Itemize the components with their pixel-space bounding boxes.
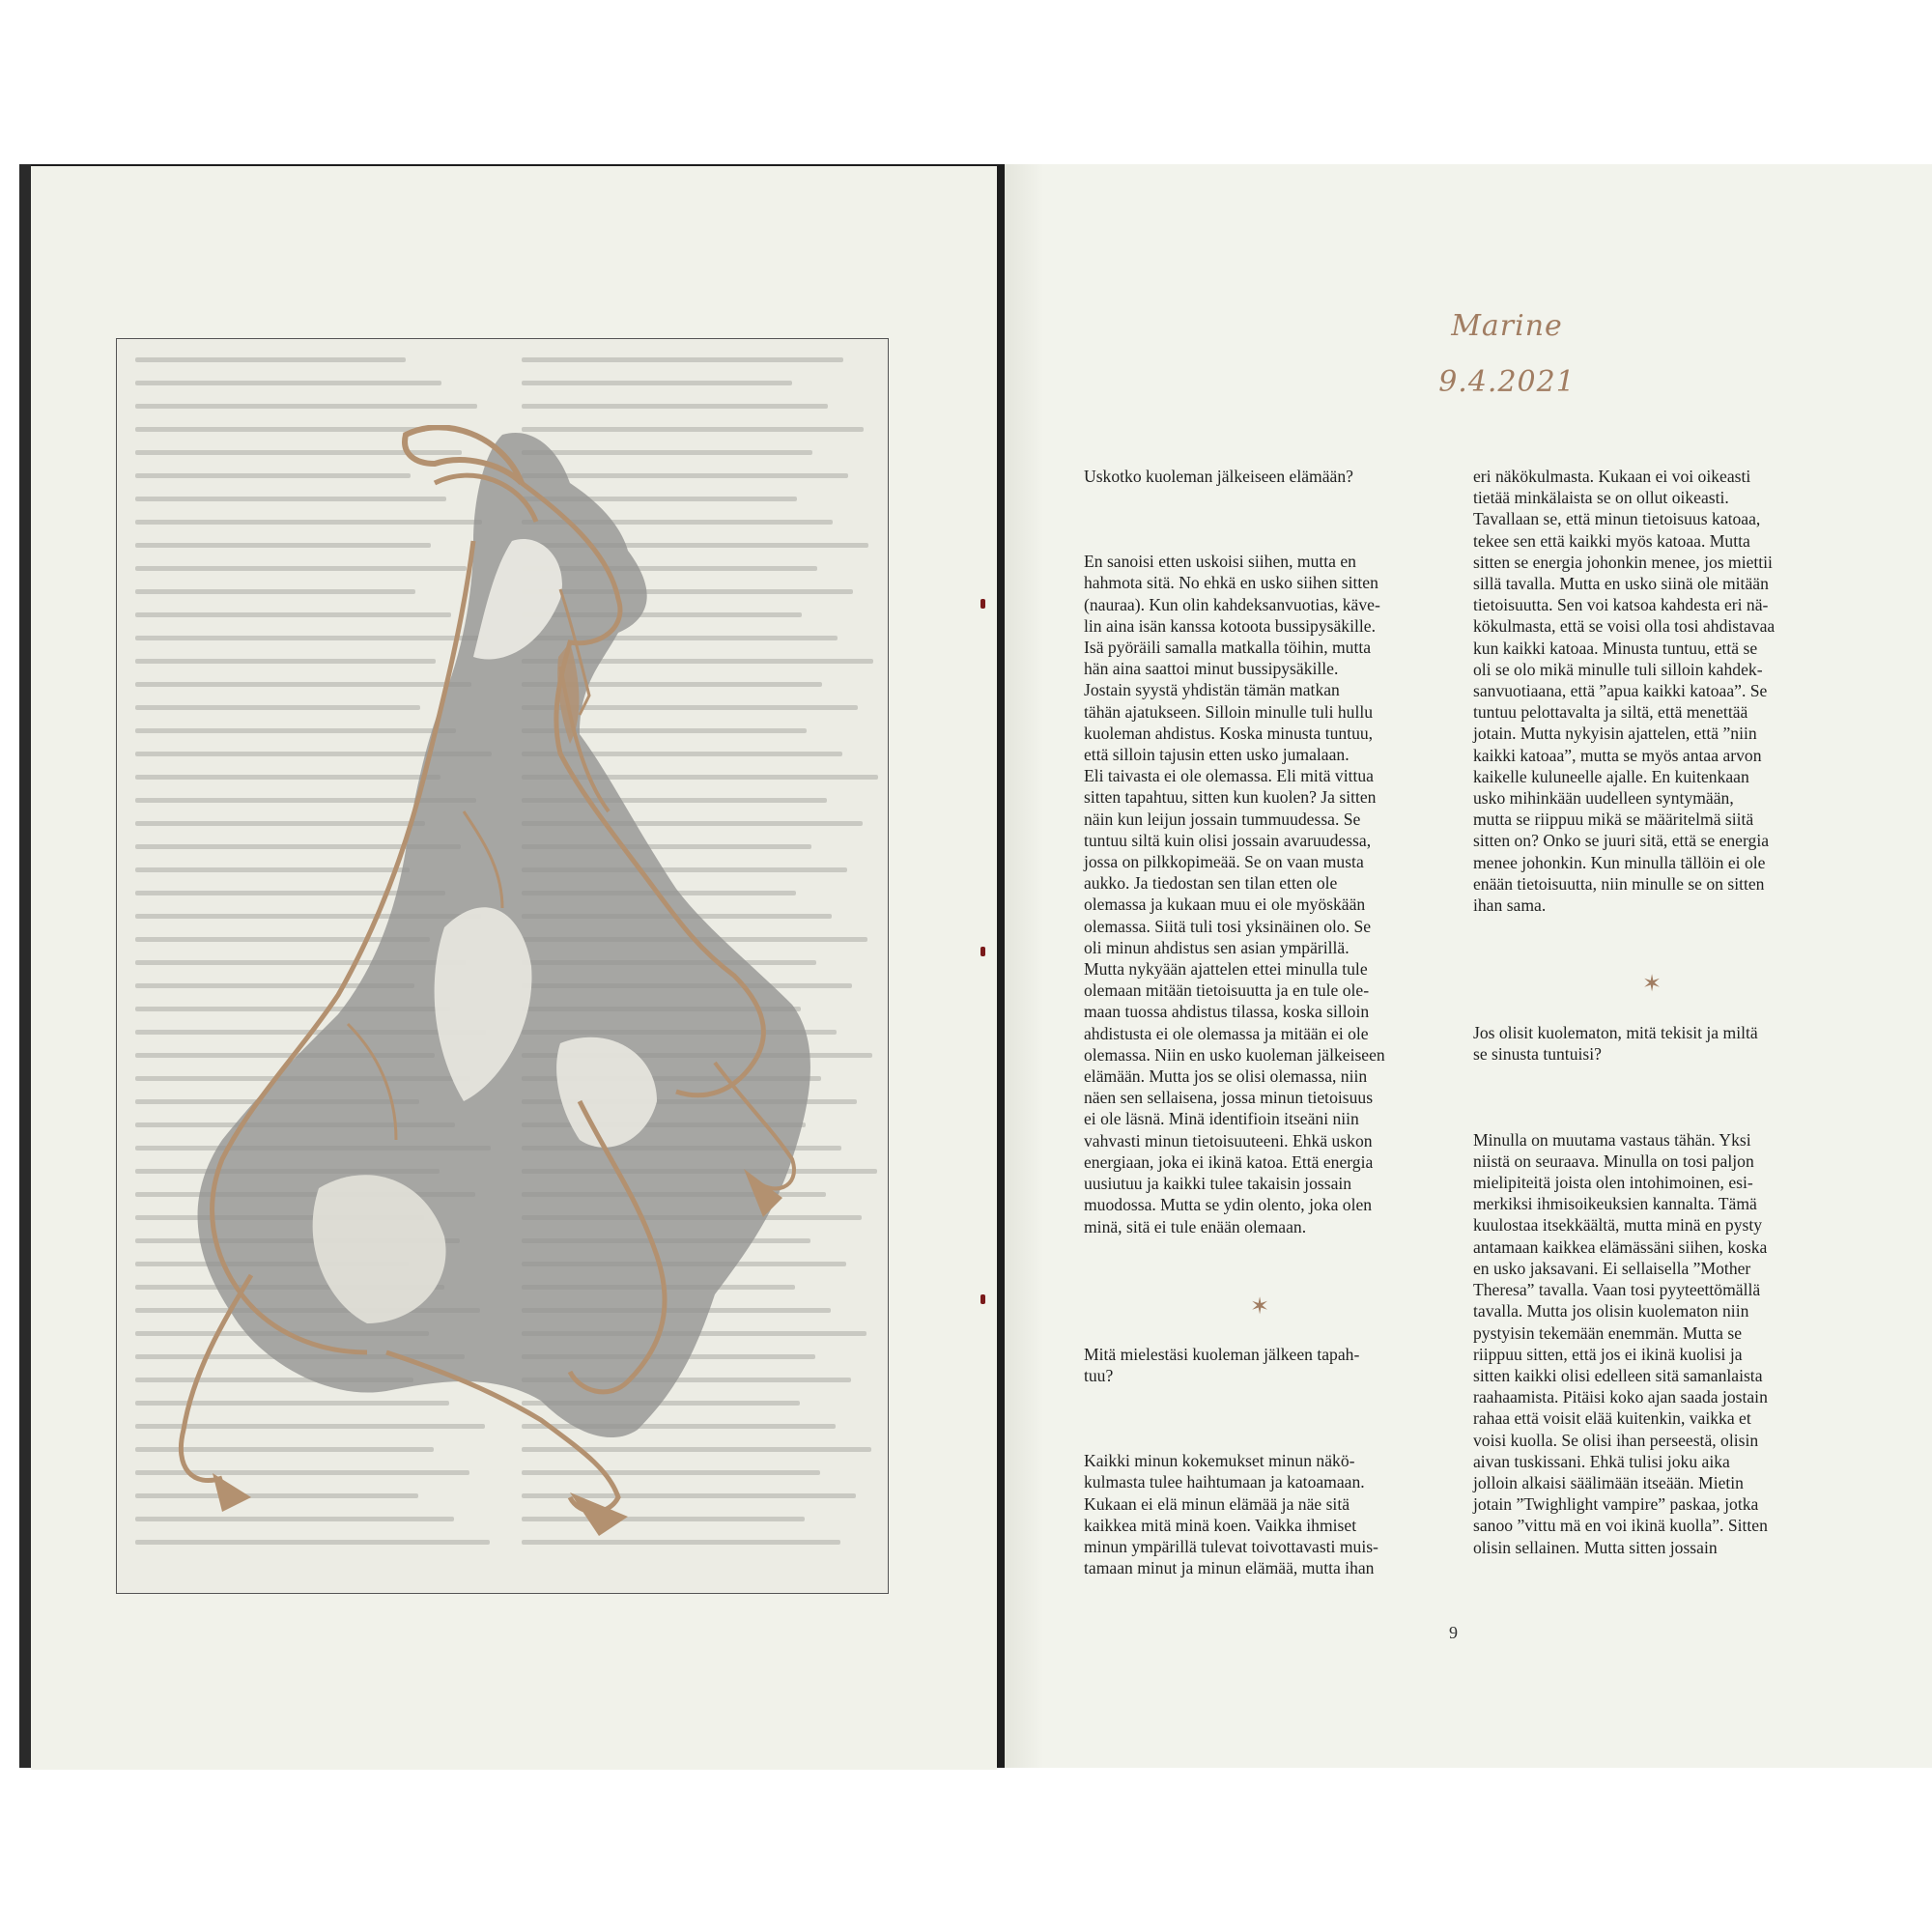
- interview-name: Marine: [1451, 309, 1563, 343]
- question-3: Jos olisit kuolematon, mitä tekisit ja miltä se sinusta tuntuisi?: [1473, 1023, 1758, 1065]
- binding-stitch: [980, 1294, 985, 1304]
- show-through-line: [522, 381, 792, 385]
- show-through-line: [522, 404, 828, 409]
- answer-3: Minulla on muutama vastaus tähän. Yksi niistä on seuraava. Minulla on tosi paljon mielipiteitä joista olen intohimoinen, esi- merkiksi ihmisoikeuksien kannalta. Tämä kuulostaa itsekkäältä, mutta minä en pysty antamaan kaikkea elämässäni siihen, koska en usko jaksavani. Ei sellaisella ”Mother Theresa” tavalla. Vaan tosi pyyteettömällä tavalla. Mutta jos olisin kuolematon niin pystyisin tekemään enemmän. Mutta se riippuu sitten, että jos ei ikinä kuolisi ja sitten kaikki olisi edelleen sitä samanlaista raahaamista. Pitäisi koko ajan saada jostain rahaa että voisit elää kuitenkin, vaikka et voisi kuolla. Se olisi ihan perseestä, olisin aivan tuskissani. Ehkä tulisi joku aika jolloin alkaisi säälimään itseään. Mietin jotain ”Twighlight vampire” paskaa, jotka sanoo ”vittu mä en voi ikinä kuolla”. Sitten olisin sellainen. Mutta sitten jossain: [1473, 1129, 1768, 1557]
- page-number: 9: [1449, 1623, 1458, 1642]
- text-column-1: [1084, 466, 1480, 1601]
- interview-date: 9.4.2021: [1438, 365, 1576, 399]
- book-edge: [19, 164, 31, 1768]
- star-ornament-icon: ✶: [1250, 1293, 1270, 1320]
- answer-2: Kaikki minun kokemukset minun näkö- kulmasta tulee haihtumaan ja katoamaan. Kukaan ei elä minun elämää ja näe sitä kaikkea mitä minä koen. Vaikka ihmiset minun ympärillä tulevat toivottavasti muis- tamaan minut ja minun elämää, mutta ihan: [1084, 1451, 1378, 1578]
- goat-illustration: [155, 425, 908, 1584]
- binding-stitch: [980, 947, 985, 956]
- answer-1: En sanoisi etten uskoisi siihen, mutta en hahmota sitä. No ehkä en usko siihen sitten (nauraa). Kun olin kahdeksanvuotias, käve- lin aina isän kanssa kotoota bussipysäkille. Isä pyöräili samalla matkalla töihin, mutta hän aina saattoi minut bussipysäkille. Jostain syystä yhdistän tämän matkan tähän ajatukseen. Silloin minulle tuli hullu kuoleman ahdistus. Koska minusta tuntuu, että silloin tajusin etten usko jumalaan. Eli taivasta ei ole olemassa. Eli mitä vittua sitten tapahtuu, sitten kun kuolen? Ja sitten näin kun leijun jossain tummuudessa. Se tuntuu siltä kuin olisi jossain avaruudessa, jossa on pilkkopimeää. Se on vaan musta aukko. Ja tiedostan sen tilan etten ole olemassa ja kukaan muu ei ole myöskään olemassa. Siitä tuli tosi yksinäinen olo. Se oli minun ahdistus sen asian ympärillä. Mutta nykyään ajattelen ettei minulla tule olemaan mitään tietoisuutta ja en tule ole- maan tuossa ahdistus tilassa, koska silloin ahdistusta ei ole olemassa ja mitään ei ole olemassa. Niin en usko kuoleman jälkeiseen elämään. Mutta jos se olisi olemassa, niin näen sen sellaisena, jossa minun tietoisuus ei ole läsnä. Minä identifioin itseäni niin vahvasti minun tietoisuuteeni. Ehkä uskon energiaan, joka ei ikinä katoa. Että energia uusiutuu ja kaikki tulee takaisin jossain muodossa. Mutta se ydin olento, joka olen minä, sitä ei tule enään olemaan.: [1084, 552, 1385, 1236]
- star-ornament-icon: ✶: [1642, 970, 1662, 997]
- question-2: Mitä mielestäsi kuoleman jälkeen tapah- tuu?: [1084, 1344, 1360, 1385]
- show-through-line: [135, 357, 406, 362]
- show-through-line: [135, 381, 441, 385]
- show-through-line: [135, 404, 477, 409]
- show-through-line: [522, 357, 843, 362]
- text-column-2: [1473, 466, 1869, 1579]
- question-1: Uskotko kuoleman jälkeiseen elämään?: [1084, 467, 1353, 486]
- answer-2-continued: eri näkökulmasta. Kukaan ei voi oikeasti tietää minkälaista se on ollut oikeasti. Tavallaan se, että minun tietoisuus katoaa, tekee sen että kaikki myös katoaa. Mutta sitten se energia johonkin menee, jos miettii sillä tavalla. Mutta en usko siinä ole mitään tietoisuutta. Sen voi katsoa kahdesta eri nä- kökulmasta, että se voisi olla tosi ahdistavaa kun kaikki katoaa. Minusta tuntuu, että se oli se olo mikä minulle tuli silloin kahdek- sanvuotiaana, että ”apua kaikki katoaa”. Se tuntuu pelottavalta ja siltä, että menettää jotain. Mutta nykyisin ajattelen, että ”niin kaikki katoaa”, mutta se myös antaa arvon kaikelle kuluneelle ajalle. En kuitenkaan usko mihinkään uudelleen syntymään, mutta se riippuu mikä se määritelmä siitä sitten on? Onko se juuri sitä, että se energia menee johonkin. Kun minulla tällöin ei ole enään tietoisuutta, niin minulle se on sitten ihan sama.: [1473, 467, 1776, 916]
- binding-stitch: [980, 599, 985, 609]
